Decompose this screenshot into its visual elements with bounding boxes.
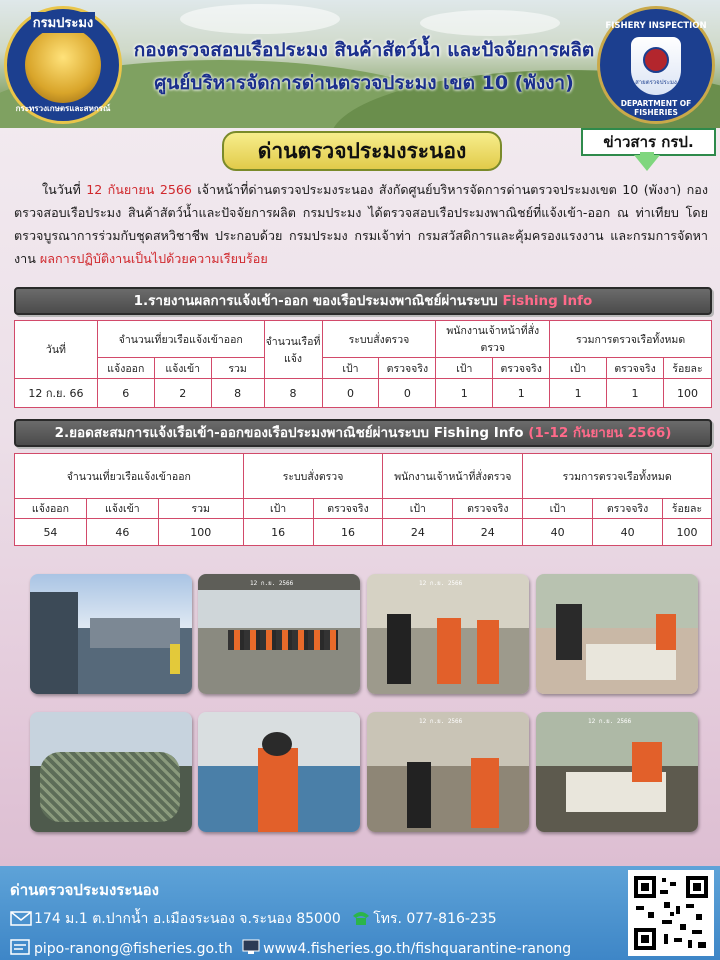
fishery-inspection-logo [597, 6, 715, 124]
cell-tot-target: 40 [523, 519, 593, 546]
fisheries-department-logo [4, 6, 122, 124]
photo-officers-on-pier: 12 ก.ย. 2566 [367, 712, 529, 832]
qr-code-icon [628, 870, 714, 956]
photo-document-check [536, 574, 698, 694]
section2-title-highlight: (1-12 กันยายน 2566) [528, 425, 672, 441]
photo-document-review: 12 ก.ย. 2566 [536, 712, 698, 832]
shield-icon [631, 37, 681, 95]
sub-sys-target: เป้า [322, 358, 379, 379]
cell-sys-actual: 0 [379, 379, 436, 408]
cell-tot-actual: 40 [593, 519, 663, 546]
sub-tot-pct: ร้อยละ [664, 358, 712, 379]
sub-off-target: เป้า [436, 358, 493, 379]
daily-report-table [14, 320, 712, 408]
cell-sum: 8 [211, 379, 264, 408]
cumulative-report-table [14, 453, 712, 546]
cell-in: 2 [154, 379, 211, 408]
table-row [15, 379, 712, 408]
table-row [15, 519, 712, 546]
paragraph-date: 12 กันยายน 2566 [86, 182, 192, 197]
computer-icon [241, 938, 261, 956]
col-trips: จำนวนเที่ยวเรือแจ้งเข้าออก [97, 321, 264, 358]
telephone-icon [351, 908, 371, 926]
col-system: ระบบสั่งตรวจ [243, 454, 383, 499]
sub-tot-pct: ร้อยละ [663, 499, 712, 519]
section1-title: 1.รายงานผลการแจ้งเข้า-ออก ของเรือประมงพาณิชย์ผ่านระบบ [133, 293, 503, 309]
photo-fishing-boat [30, 574, 192, 694]
paragraph-result: ผลการปฏิบัติงานเป็นไปด้วยความเรียบร้อย [39, 251, 268, 266]
section1-title-highlight: Fishing Info [502, 293, 593, 309]
sub-tot-target: เป้า [550, 358, 607, 379]
sub-off-actual: ตรวจจริง [453, 499, 523, 519]
station-title: ด่านตรวจประมงระนอง [222, 131, 502, 171]
logo-right-shield-text: สายตรวจประมง [635, 79, 677, 86]
cell-off-actual: 1 [493, 379, 550, 408]
table-subheader-row [15, 358, 712, 379]
cell-boats: 8 [264, 379, 322, 408]
cell-off-actual: 24 [453, 519, 523, 546]
header-title-line2: ศูนย์บริหารจัดการด่านตรวจประมง เขต 10 (พังงา) [154, 72, 574, 94]
envelope-icon [10, 908, 32, 926]
table-subheader-row [15, 499, 712, 519]
logo-right-top-text: FISHERY INSPECTION [605, 21, 707, 31]
sub-tot-actual: ตรวจจริง [607, 358, 664, 379]
col-officer: พนักงานเจ้าหน้าที่สั่งตรวจ [383, 454, 523, 499]
footer-address-line [10, 908, 497, 930]
photo-officer-photographing [198, 712, 360, 832]
sub-sum: รวม [158, 499, 243, 519]
section2-title: 2.ยอดสะสมการแจ้งเรือเข้า-ออกของเรือประมงพาณิชย์ผ่านระบบ Fishing Info [54, 425, 529, 441]
sub-sys-actual: ตรวจจริง [379, 358, 436, 379]
sub-out: แจ้งออก [15, 499, 87, 519]
photo-inspection-officers: 12 ก.ย. 2566 [367, 574, 529, 694]
news-badge: ข่าวสาร กรป. [581, 128, 716, 156]
cell-sys-target: 16 [243, 519, 313, 546]
col-total: รวมการตรวจเรือทั้งหมด [523, 454, 712, 499]
sub-in: แจ้งเข้า [154, 358, 211, 379]
footer-web-line [10, 938, 571, 957]
cell-tot-actual: 1 [607, 379, 664, 408]
footer-title: ด่านตรวจประมงระนอง [10, 881, 159, 899]
sub-tot-actual: ตรวจจริง [593, 499, 663, 519]
sub-out: แจ้งออก [97, 358, 154, 379]
cloud-shape [420, 10, 560, 36]
emblem-icon [25, 27, 101, 103]
col-system: ระบบสั่งตรวจ [322, 321, 436, 358]
cell-date: 12 ก.ย. 66 [15, 379, 98, 408]
email-icon [10, 938, 32, 956]
sub-sys-actual: ตรวจจริง [313, 499, 383, 519]
sub-sum: รวม [211, 358, 264, 379]
cell-tot-pct: 100 [664, 379, 712, 408]
footer-contact [0, 866, 720, 960]
col-trips: จำนวนเที่ยวเรือแจ้งเข้าออก [15, 454, 244, 499]
footer-phone: โทร. 077-816-235 [373, 911, 497, 927]
sub-sys-target: เป้า [243, 499, 313, 519]
section1-title-bar [14, 287, 712, 315]
header-banner [0, 0, 720, 128]
cell-in: 46 [86, 519, 158, 546]
logo-left-top-text: กรมประมง [31, 12, 95, 33]
col-total: รวมการตรวจเรือทั้งหมด [550, 321, 712, 358]
cell-sum: 100 [158, 519, 243, 546]
cell-tot-pct: 100 [663, 519, 712, 546]
col-officer: พนักงานเจ้าหน้าที่สั่งตรวจ [436, 321, 550, 358]
sub-tot-target: เป้า [523, 499, 593, 519]
col-date: วันที่ [15, 321, 98, 379]
cell-out: 6 [97, 379, 154, 408]
sub-off-actual: ตรวจจริง [493, 358, 550, 379]
sub-off-target: เป้า [383, 499, 453, 519]
cell-sys-target: 0 [322, 379, 379, 408]
paragraph-part1: ในวันที่ [42, 182, 87, 197]
footer-address: 174 ม.1 ต.ปากน้ำ อ.เมืองระนอง จ.ระนอง 85000 [34, 911, 341, 927]
cell-off-target: 1 [436, 379, 493, 408]
cell-out: 54 [15, 519, 87, 546]
cell-off-target: 24 [383, 519, 453, 546]
sub-in: แจ้งเข้า [86, 499, 158, 519]
paragraph-part2: เจ้าหน้าที่ด่านตรวจประมงระนอง สังกัดศูนย์บริหารจัดการด่านตรวจประมงเขต 10 (พังงา) กองตรวจสอบเรือประมง สินค้าสัตว์น้ำและปัจจัยการผลิต กรมประมง ได้ตรวจสอบเรือประมงพาณิชย์ที่แจ้งเข้า-ออก ณ ท่าเทียบ โดยตรวจบูรณาการร่วมกับชุดสหวิชาชีพ ประกอบด้วย กรมประมง กรมเจ้าท่า กรมสวัสดิการและคุ้มครองแรงงาน และกรมการจัดหางาน [14, 182, 708, 266]
report-paragraph [14, 178, 708, 270]
table-header-row [15, 454, 712, 499]
cloud-shape [180, 4, 340, 34]
cell-tot-target: 1 [550, 379, 607, 408]
table-header-row [15, 321, 712, 358]
col-boats: จำนวนเรือที่แจ้ง [264, 321, 322, 379]
footer-email[interactable]: pipo-ranong@fisheries.go.th [34, 941, 233, 957]
section2-title-bar [14, 419, 712, 447]
cell-sys-actual: 16 [313, 519, 383, 546]
logo-right-bottom-text: DEPARTMENT OF FISHERIES [620, 99, 692, 117]
photo-fishing-nets [30, 712, 192, 832]
footer-website[interactable]: www4.fisheries.go.th/fishquarantine-ranong [263, 941, 572, 957]
photo-pier-team: 12 ก.ย. 2566 [198, 574, 360, 694]
logo-left-bottom-text: กระทรวงเกษตรและสหกรณ์ [15, 104, 111, 113]
header-title-line1: กองตรวจสอบเรือประมง สินค้าสัตว์น้ำ และปัจจัยการผลิต [133, 39, 595, 61]
badge-mark-icon [643, 47, 669, 73]
down-arrow-head-icon [634, 155, 660, 171]
